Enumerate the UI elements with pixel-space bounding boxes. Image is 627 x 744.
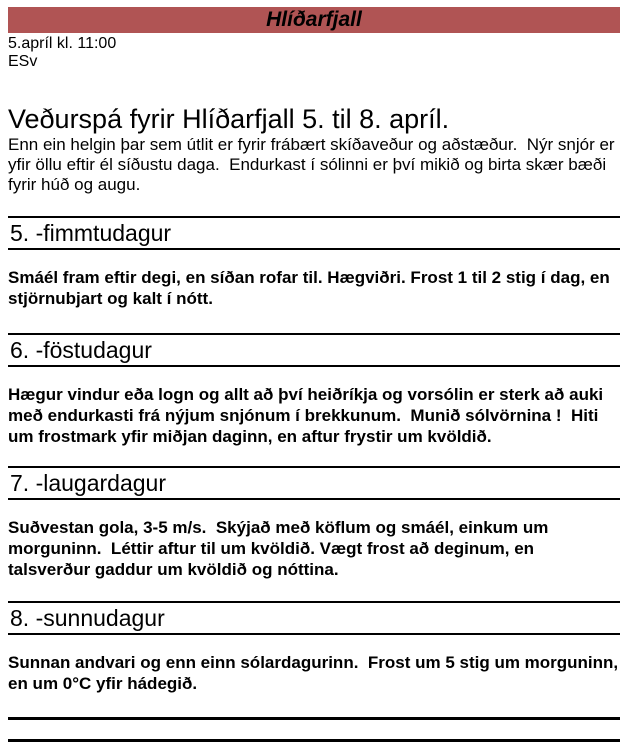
section-body-friday: Hægur vindur eða logn og allt að því heiðríkja og vorsólin er sterk að auki með endurkasti frá nýjum snjónum í brekkunum. Munið sólvörnina ! Hiti um frostmark yfir miðjan daginn, en aftur frystir um kvöldið. [8, 385, 608, 446]
section-friday [8, 333, 620, 447]
section-heading-thursday: 5. -fimmtudagur [8, 216, 620, 250]
footer-rule-bottom [8, 739, 620, 742]
intro-paragraph: Enn ein helgin þar sem útlit er fyrir frábært skíðaveður og aðstæður. Nýr snjór er yfir öllu eftir él síðustu daga. Endurkast í sólinni er því mikið og birta skær bæði fyrir húð og augu. [8, 135, 620, 194]
section-body-sunday: Sunnan andvari og enn einn sólardagurinn. Frost um 5 stig um morguninn, en um 0°C yfir hádegið. [8, 653, 623, 693]
forecaster-initials: ESv [8, 53, 38, 70]
section-heading-saturday: 7. -laugardagur [8, 466, 620, 500]
section-heading-friday: 6. -föstudagur [8, 333, 620, 367]
section-body-saturday: Suðvestan gola, 3-5 m/s. Skýjað með köflum og smáél, einkum um morguninn. Léttir aftur til um kvöldið. Vægt frost að deginum, en talsverður gaddur um kvöldið og nóttina. [8, 518, 554, 579]
section-body-thursday: Smáél fram eftir degi, en síðan rofar til. Hægviðri. Frost 1 til 2 stig í dag, en stjörnubjart og kalt í nótt. [8, 268, 615, 308]
location-banner: Hlíðarfjall [8, 7, 620, 33]
footer-rule-top [8, 717, 620, 720]
section-heading-sunday: 8. -sunnudagur [8, 601, 620, 635]
issue-datetime: 5.apríl kl. 11:00 [8, 35, 117, 52]
page-title: Veðurspá fyrir Hlíðarfjall 5. til 8. apríl. [8, 104, 450, 134]
section-thursday [8, 216, 620, 309]
section-saturday [8, 466, 620, 580]
section-sunday [8, 601, 623, 694]
